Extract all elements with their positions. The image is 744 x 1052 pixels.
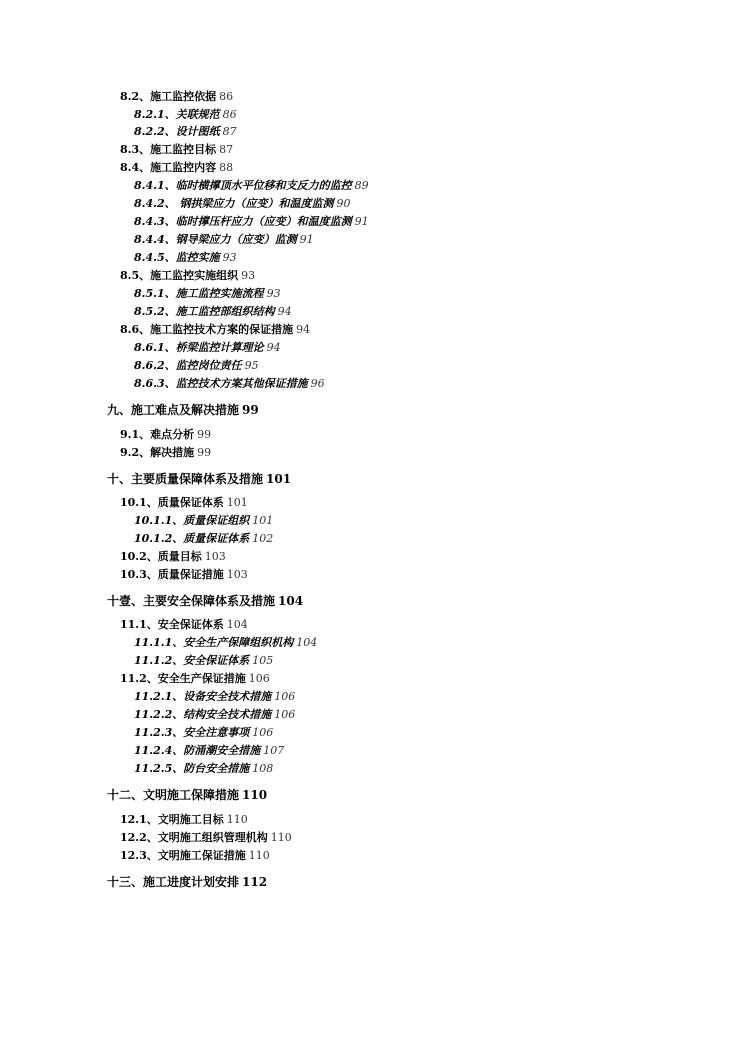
toc-entry-label: 11.2.4、防涌潮安全措施 (134, 744, 261, 757)
toc-entry-page-number: 112 (242, 875, 268, 889)
toc-entry-page-number: 93 (222, 251, 237, 264)
toc-entry-label: 十壹、主要安全保障体系及措施 (107, 594, 276, 608)
toc-entry-label: 12.3、文明施工保证措施 (120, 849, 246, 862)
toc-entry-label: 10.1、质量保证体系 (120, 496, 224, 509)
toc-entry-page-number: 102 (252, 532, 274, 545)
toc-entry-page-number: 99 (197, 428, 212, 441)
toc-entry-page-number: 93 (241, 269, 256, 282)
toc-entry-page-number: 101 (226, 496, 248, 509)
toc-entry-level-2[interactable] (120, 673, 270, 684)
toc-entry-label: 11.1、安全保证体系 (120, 618, 224, 631)
toc-entry-page-number: 86 (219, 90, 234, 103)
toc-entry-label: 8.2.1、关联规范 (134, 108, 220, 121)
toc-entry-label: 8.2.2、设计图纸 (134, 125, 220, 138)
toc-entry-level-2[interactable] (120, 324, 310, 335)
toc-entry-label: 10.1.2、质量保证体系 (134, 532, 250, 545)
toc-entry-page-number: 106 (248, 672, 270, 685)
toc-entry-page-number: 105 (252, 654, 274, 667)
toc-entry-label: 8.4、施工监控内容 (120, 161, 217, 174)
toc-entry-label: 11.1.1、安全生产保障组织机构 (134, 636, 294, 649)
toc-entry-label: 9.2、解决措施 (120, 446, 195, 459)
toc-entry-level-2[interactable] (120, 551, 226, 562)
toc-entry-label: 8.4.2、 钢拱梁应力（应变）和温度监测 (134, 197, 334, 210)
toc-entry-label: 8.6.2、监控岗位责任 (134, 359, 242, 372)
toc-entry-level-3[interactable] (134, 198, 350, 209)
toc-entry-level-3[interactable] (134, 533, 273, 544)
toc-entry-level-3[interactable] (134, 306, 292, 317)
toc-entry-label: 8.4.1、临时横撑顶水平位移和支反力的监控 (134, 179, 352, 192)
toc-entry-level-2[interactable] (120, 91, 233, 102)
toc-entry-page-number: 104 (226, 618, 248, 631)
toc-entry-level-2[interactable] (120, 144, 233, 155)
toc-entry-label: 8.5、施工监控实施组织 (120, 269, 239, 282)
toc-entry-label: 12.1、文明施工目标 (120, 813, 224, 826)
toc-entry-label: 11.2、安全生产保证措施 (120, 672, 246, 685)
toc-entry-page-number: 110 (270, 831, 292, 844)
toc-entry-page-number: 101 (266, 472, 292, 486)
toc-entry-level-2[interactable] (120, 832, 292, 843)
toc-entry-label: 10.2、质量目标 (120, 550, 202, 563)
toc-entry-label: 8.5.2、施工监控部组织结构 (134, 305, 275, 318)
toc-entry-level-2[interactable] (120, 497, 248, 508)
toc-entry-page-number: 106 (252, 726, 274, 739)
toc-entry-level-3[interactable] (134, 252, 237, 263)
toc-entry-label: 8.3、施工监控目标 (120, 143, 217, 156)
toc-entry-label: 十、主要质量保障体系及措施 (107, 472, 264, 486)
toc-entry-label: 11.2.5、防台安全措施 (134, 762, 250, 775)
toc-entry-level-2[interactable] (120, 850, 270, 861)
toc-entry-level-2[interactable] (120, 447, 211, 458)
toc-entry-level-3[interactable] (134, 763, 273, 774)
toc-entry-label: 十三、施工进度计划安排 (107, 875, 240, 889)
toc-entry-level-2[interactable] (120, 814, 248, 825)
toc-entry-label: 8.4.5、监控实施 (134, 251, 220, 264)
toc-entry-level-3[interactable] (134, 637, 317, 648)
toc-entry-page-number: 87 (222, 125, 237, 138)
toc-entry-level-3[interactable] (134, 216, 369, 227)
toc-entry-page-number: 108 (252, 762, 274, 775)
toc-entry-level-1[interactable] (107, 789, 267, 801)
toc-entry-label: 11.1.2、安全保证体系 (134, 654, 250, 667)
toc-entry-page-number: 107 (263, 744, 285, 757)
toc-entry-level-1[interactable] (107, 876, 267, 888)
toc-entry-label: 8.6.1、桥梁监控计算理论 (134, 341, 264, 354)
toc-entry-level-3[interactable] (134, 378, 325, 389)
toc-entry-label: 11.2.2、结构安全技术措施 (134, 708, 272, 721)
toc-entry-page-number: 99 (242, 403, 259, 417)
toc-entry-level-2[interactable] (120, 429, 211, 440)
toc-entry-level-1[interactable] (107, 595, 303, 607)
toc-entry-page-number: 91 (299, 233, 314, 246)
toc-entry-page-number: 106 (274, 690, 296, 703)
toc-entry-level-3[interactable] (134, 342, 281, 353)
toc-entry-label: 11.2.3、安全注意事项 (134, 726, 250, 739)
toc-entry-level-3[interactable] (134, 288, 281, 299)
toc-entry-level-2[interactable] (120, 162, 233, 173)
toc-entry-page-number: 89 (354, 179, 369, 192)
toc-entry-level-3[interactable] (134, 655, 273, 666)
toc-entry-label: 9.1、难点分析 (120, 428, 195, 441)
toc-entry-level-3[interactable] (134, 109, 237, 120)
toc-entry-page-number: 94 (277, 305, 292, 318)
toc-entry-page-number: 103 (226, 568, 248, 581)
toc-entry-page-number: 88 (219, 161, 234, 174)
toc-entry-level-2[interactable] (120, 270, 255, 281)
toc-entry-label: 8.2、施工监控依据 (120, 90, 217, 103)
toc-entry-label: 12.2、文明施工组织管理机构 (120, 831, 268, 844)
toc-entry-label: 8.6.3、监控技术方案其他保证措施 (134, 377, 308, 390)
toc-entry-label: 九、施工难点及解决措施 (107, 403, 240, 417)
toc-entry-level-3[interactable] (134, 360, 259, 371)
toc-entry-page-number: 90 (336, 197, 351, 210)
toc-entry-level-3[interactable] (134, 709, 295, 720)
toc-entry-label: 8.4.4、钢导梁应力（应变）监测 (134, 233, 297, 246)
toc-entry-label: 十二、文明施工保障措施 (107, 788, 240, 802)
toc-entry-label: 10.3、质量保证措施 (120, 568, 224, 581)
toc-entry-level-3[interactable] (134, 234, 314, 245)
toc-entry-page-number: 110 (242, 788, 268, 802)
toc-entry-label: 10.1.1、质量保证组织 (134, 514, 250, 527)
toc-entry-level-3[interactable] (134, 126, 237, 137)
toc-entry-page-number: 110 (226, 813, 248, 826)
toc-entry-page-number: 95 (244, 359, 259, 372)
toc-entry-level-3[interactable] (134, 515, 273, 526)
toc-entry-page-number: 101 (252, 514, 274, 527)
toc-entry-level-2[interactable] (120, 569, 248, 580)
toc-entry-level-3[interactable] (134, 745, 284, 756)
toc-entry-label: 8.5.1、施工监控实施流程 (134, 287, 264, 300)
toc-entry-page-number: 103 (204, 550, 226, 563)
toc-entry-page-number: 106 (274, 708, 296, 721)
toc-entry-label: 8.4.3、临时撑压杆应力（应变）和温度监测 (134, 215, 352, 228)
toc-entry-level-3[interactable] (134, 691, 295, 702)
toc-entry-page-number: 94 (296, 323, 311, 336)
toc-entry-page-number: 96 (310, 377, 325, 390)
toc-entry-page-number: 91 (354, 215, 369, 228)
toc-entry-page-number: 110 (248, 849, 270, 862)
toc-entry-level-1[interactable] (107, 473, 291, 485)
toc-entry-page-number: 94 (266, 341, 281, 354)
toc-entry-level-2[interactable] (120, 619, 248, 630)
toc-entry-page-number: 87 (219, 143, 234, 156)
toc-entry-page-number: 104 (296, 636, 318, 649)
toc-entry-page-number: 93 (266, 287, 281, 300)
toc-entry-page-number: 86 (222, 108, 237, 121)
toc-entry-level-3[interactable] (134, 180, 369, 191)
toc-entry-level-1[interactable] (107, 404, 259, 416)
toc-entry-page-number: 99 (197, 446, 212, 459)
toc-entry-label: 8.6、施工监控技术方案的保证措施 (120, 323, 294, 336)
toc-entry-level-3[interactable] (134, 727, 273, 738)
toc-entry-label: 11.2.1、设备安全技术措施 (134, 690, 272, 703)
toc-entry-page-number: 104 (278, 594, 304, 608)
